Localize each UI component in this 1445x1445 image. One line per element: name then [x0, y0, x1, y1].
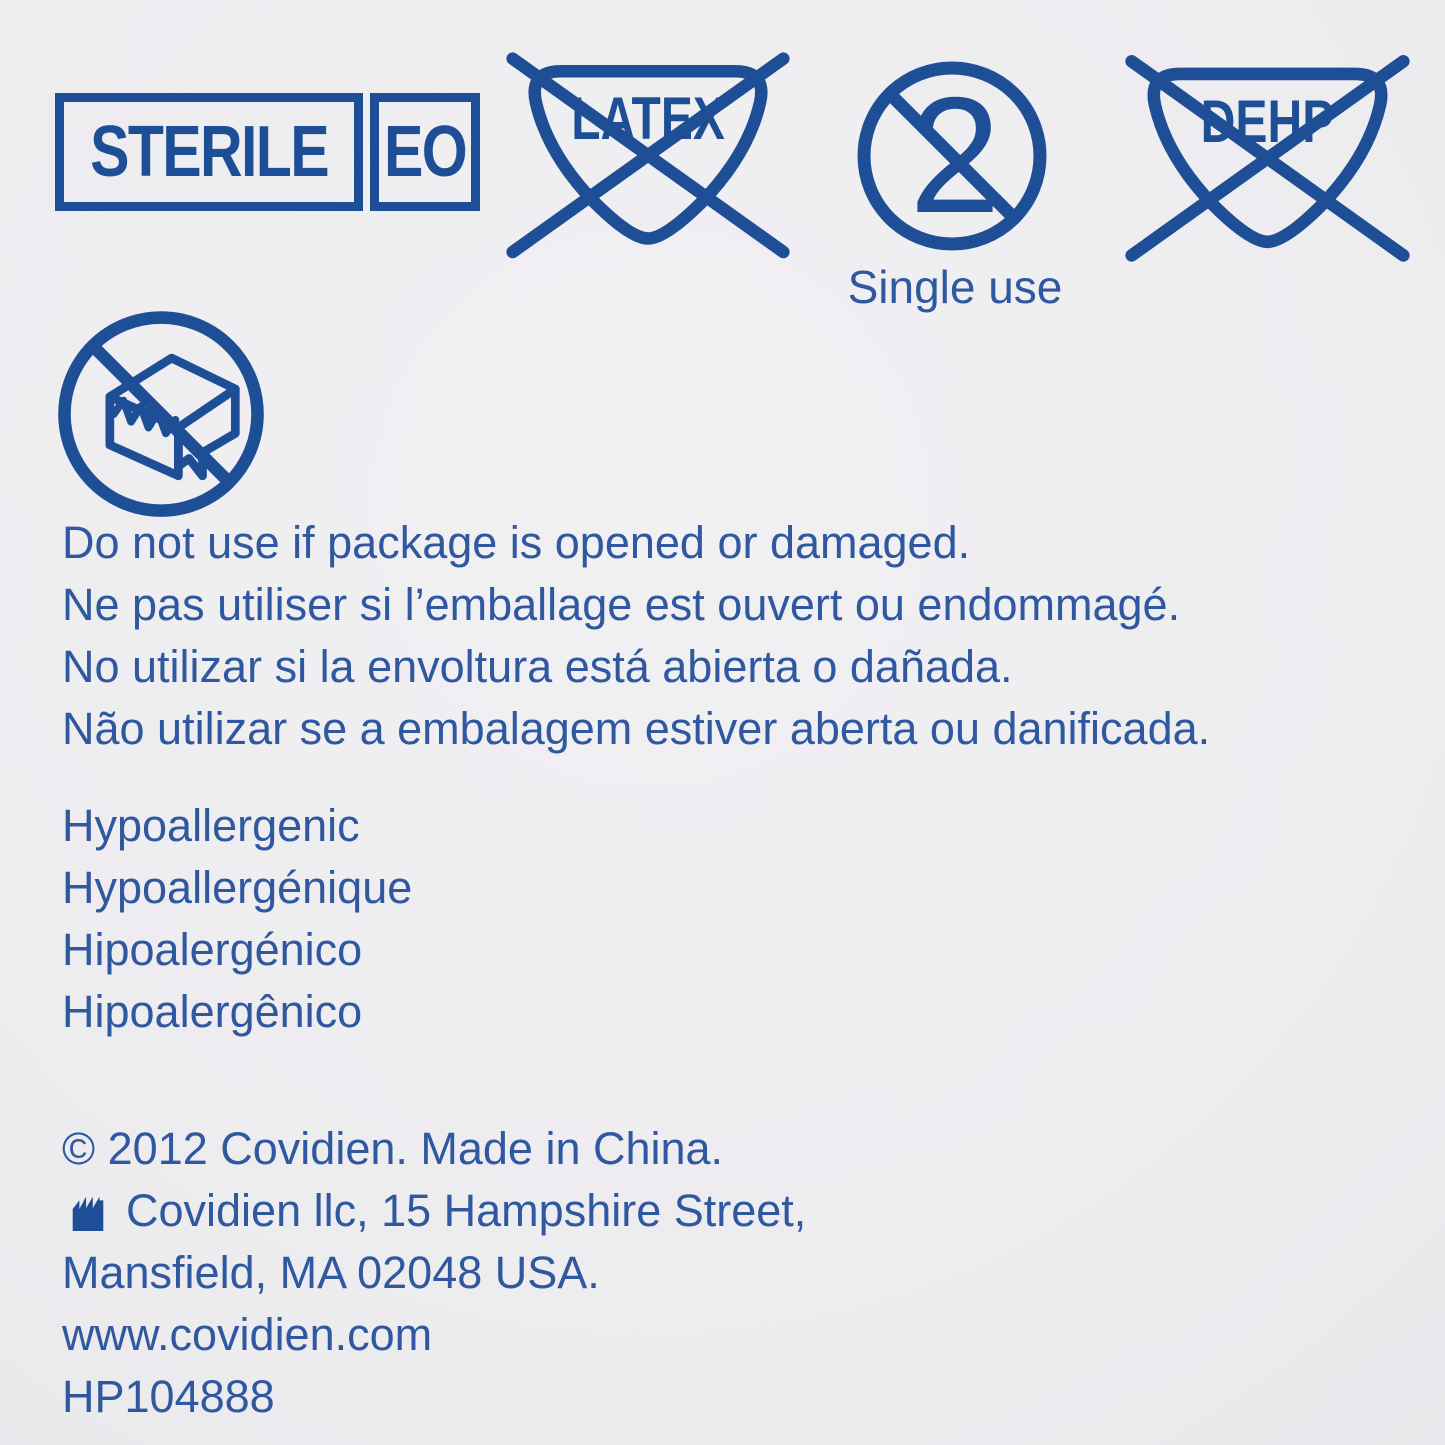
- hypo-en: Hypoallergenic: [62, 800, 360, 851]
- damaged-package-icon: [50, 296, 272, 536]
- dehp-text: DEHP: [1200, 87, 1335, 156]
- eo-cell: [370, 93, 480, 211]
- sterile-label: STERILE: [90, 112, 328, 192]
- warning-pt: Não utilizar se a embalagem estiver aberta ou danificada.: [62, 703, 1211, 754]
- hypo-fr: Hypoallergénique: [62, 862, 413, 913]
- warning-es: No utilizar si la envoltura está abierta o dañada.: [62, 641, 1013, 692]
- hypoallergenic-text: [62, 795, 412, 1043]
- warning-fr: Ne pas utiliser si l’emballage est ouvert ou endommagé.: [62, 579, 1181, 630]
- website-line: www.covidien.com: [62, 1309, 433, 1360]
- hypo-es: Hipoalergénico: [62, 924, 363, 975]
- single-use-icon: [852, 56, 1052, 256]
- city-line: Mansfield, MA 02048 USA.: [62, 1247, 600, 1298]
- product-code: HP104888: [62, 1371, 275, 1422]
- eo-label: EO: [384, 112, 467, 192]
- sterile-eo-symbol: [55, 93, 480, 211]
- manufacturer-icon: [62, 1188, 114, 1232]
- single-use-number: 2: [909, 63, 1001, 247]
- sterile-cell: [55, 93, 363, 211]
- warning-en: Do not use if package is opened or damaged.: [62, 517, 971, 568]
- warning-text: [62, 512, 1210, 760]
- single-use-caption: Single use: [847, 261, 1063, 313]
- manufacturer-block: [62, 1118, 806, 1428]
- copyright-line: © 2012 Covidien. Made in China.: [62, 1123, 724, 1174]
- manufacturer-line: [62, 1180, 806, 1242]
- latex-free-icon: [503, 36, 793, 266]
- manufacturer-address: Covidien llc, 15 Hampshire Street,: [126, 1185, 807, 1236]
- hypo-pt: Hipoalergênico: [62, 986, 363, 1037]
- latex-text: LATEX: [571, 84, 725, 153]
- dehp-free-icon: [1120, 40, 1415, 268]
